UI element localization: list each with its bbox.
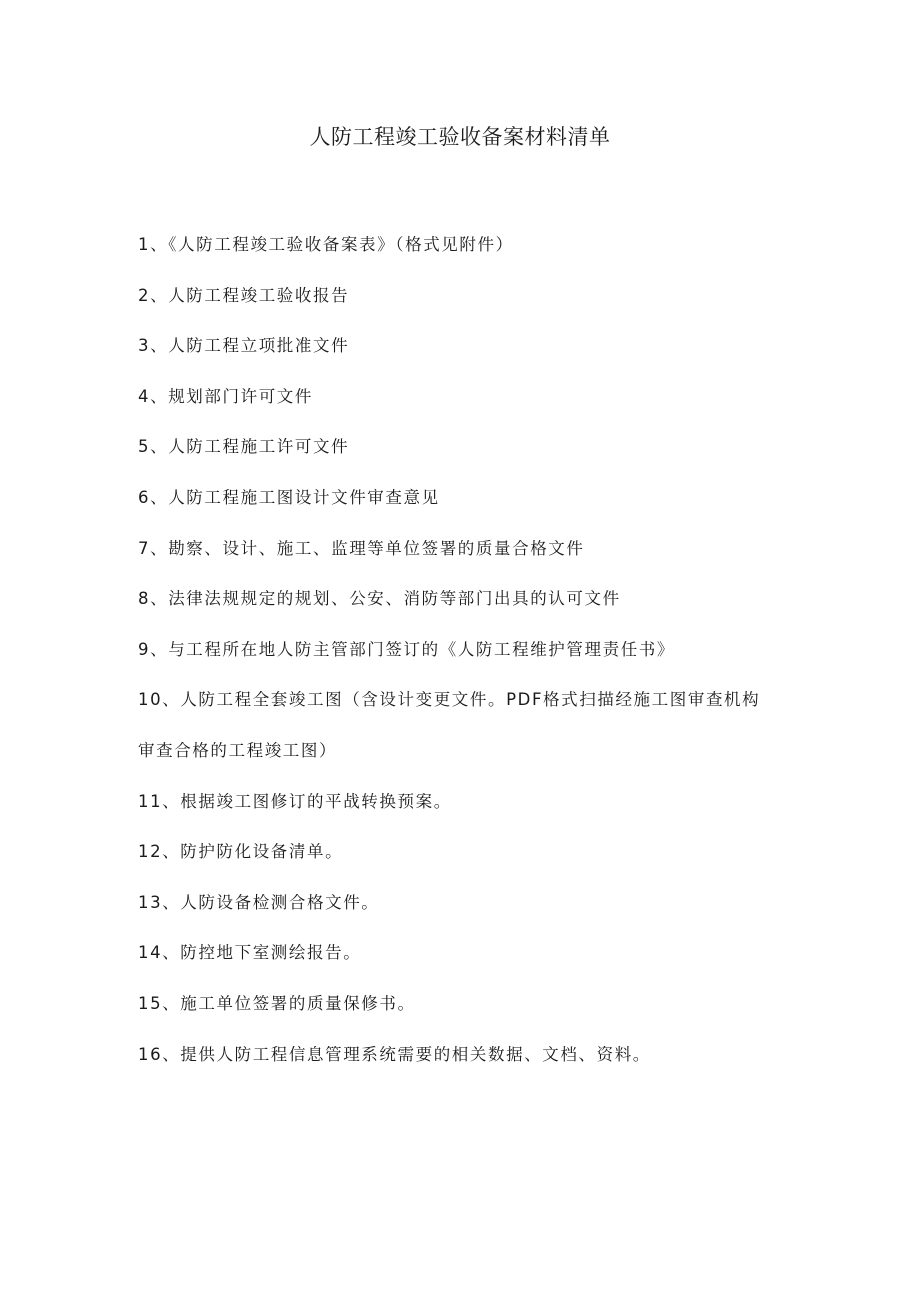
list-item: 10、人防工程全套竣工图（含设计变更文件。PDF格式扫描经施工图审查机构审查合格的工程竣工图） [138,690,761,760]
materials-list [138,220,778,1080]
list-item: 5、人防工程施工许可文件 [138,437,350,457]
list-item: 4、规划部门许可文件 [138,386,313,406]
list-item: 15、施工单位签署的质量保修书。 [138,993,416,1013]
list-item: 13、人防设备检测合格文件。 [138,892,380,912]
list-item: 16、提供人防工程信息管理系统需要的相关数据、文档、资料。 [138,1044,651,1064]
list-item: 7、勘察、设计、施工、监理等单位签署的质量合格文件 [138,538,585,558]
list-item: 11、根据竣工图修订的平战转换预案。 [138,791,452,811]
list-item: 14、防控地下室测绘报告。 [138,943,362,963]
list-item: 12、防护防化设备清单。 [138,842,344,862]
list-item: 3、人防工程立项批准文件 [138,336,350,356]
list-item: 9、与工程所在地人防主管部门签订的《人防工程维护管理责任书》 [138,639,675,659]
list-item: 1、《人防工程竣工验收备案表》（格式见附件） [138,235,514,254]
list-item: 8、法律法规规定的规划、公安、消防等部门出具的认可文件 [138,589,621,609]
document-title: 人防工程竣工验收备案材料清单 [309,125,611,149]
list-item: 6、人防工程施工图设计文件审查意见 [138,487,440,507]
list-item: 2、人防工程竣工验收报告 [138,285,350,305]
